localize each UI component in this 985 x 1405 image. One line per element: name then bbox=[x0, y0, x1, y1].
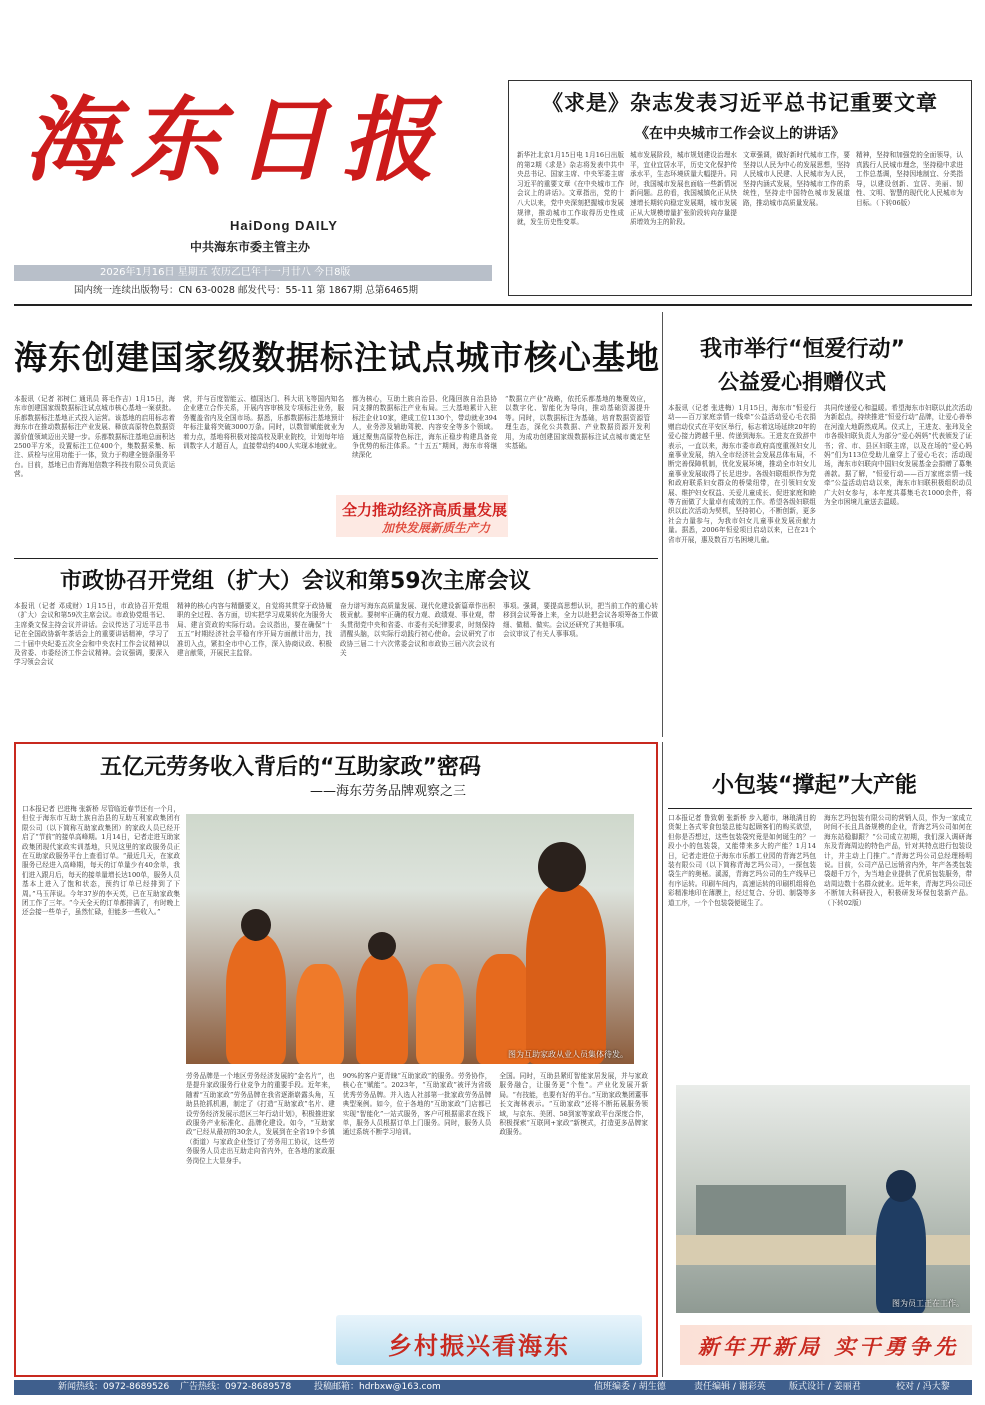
cppcc-col-3: 奋力谱写海东高质量发展、现代化建设新篇章作出积极贡献。要树牢正确的权力观、政绩观、事业观，带头贯彻党中央和省委、市委有关纪律要求，时刻保持清醒头脑，以实际行动践行初心使命。会议研究了市政协三届二十六次常委会议和市政协三届六次会议有关 bbox=[340, 602, 495, 658]
photo-figure-head bbox=[241, 909, 271, 941]
lead-col-3: 都为核心，互助土族自治县、化隆回族自治县协同支撑的数据标注产业布局。三大基地累计入驻标注企业10家，建成工位1130个，带动就业394人，业务涉及辅助驾驶、内容安全等多个领域。通过聚焦高原特色标注，海东正稳步构建具备竞争优势的标注体系。“十五五”期间，海东市将继续深化 bbox=[352, 395, 498, 460]
footer-editor: 责任编辑 / 谢彩英 bbox=[694, 1382, 766, 1392]
feature-col-4: 全国。同时，互助县紧盯智能家居发展，并与家政服务融合，让服务更“个性”。产业化发展开新局。“有技能，也要有好的平台。”互助家政集团董事长文海林表示。“互助家政”还将不断拓展服务领域，与京东、美团、58到家等家政平台深度合作，积极探索“互联网+家政”新模式，打造更多品牌家政服务。 bbox=[499, 1072, 649, 1137]
qiushi-title: 《求是》杂志发表习近平总书记重要文章 bbox=[542, 90, 938, 115]
lead-col-1: 本报讯（记者 祁树仁 通讯员 蒋毛作吉）1月15日，海东市创建国家级数据标注试点城市核心基地一案获批。乐都数据标注基地正式投入运营。该基地的启用标志着海东市在推动数据标注产业发展、释放高原特色数据资源价值领域迈出关键一步。乐都数据标注基地总面积达2500平方米，设置标注工位400个，集数据采集、标注、质检与应用功能于一体，致力于构建全链条服务平台。目前，基地已由青海旭信数字科技有限公司负责运营。 bbox=[14, 395, 176, 479]
feature-photo bbox=[186, 814, 634, 1064]
feature-headline: 五亿元劳务收入背后的“互助家政”密码 bbox=[100, 755, 481, 780]
charity-headline-line1: 我市举行“恒爱行动” bbox=[700, 337, 905, 362]
photo-figure-head bbox=[538, 842, 586, 892]
qiushi-col-1: 新华社北京1月15日电 1月16日出版的第2期《求是》杂志将发表中共中央总书记、国家主席、中央军委主席习近平的重要文章《在中央城市工作会议上的讲话》。文章指出，党的十八大以来，党中央深刻把握城市发展规律，推动城市工作取得历史性成就，发生历史性变革。 bbox=[517, 151, 624, 227]
photo-figure bbox=[356, 954, 408, 1064]
feature-col-3: 90%的客户更青睐“互助家政”的服务。劳务协作，核心在“赋能”。2023年，“互助家政”被评为省级优秀劳务品牌。并入选人社部第一批家政劳务品牌典型案例。如今，位于各地的“互助家政”门店都已实现“智能化”一站式服务，客户可根据需求在线下单，服务人员根据订单上门服务。同时，服务人员通过系统不断学习培训。 bbox=[342, 1072, 492, 1137]
feature-photo-caption: 图为互助家政从业人员集体待发。 bbox=[508, 1050, 628, 1059]
photo-figure bbox=[476, 954, 532, 1064]
lead-body bbox=[14, 395, 650, 555]
qiushi-columns bbox=[517, 151, 963, 291]
column-divider bbox=[662, 742, 663, 1377]
date-bar: 2026年1月16日 星期五 农历乙巳年十一月廿八 今日8版 bbox=[14, 265, 492, 281]
footer-news-hotline: 新闻热线：0972-8689526 bbox=[58, 1382, 170, 1392]
photo-figure-head bbox=[368, 932, 396, 960]
charity-col-2: 共同传递爱心和温暖。希望海东市妇联以此次活动为新起点，持续推进“恒爱行动”品牌，让爱心善举在河湟大地蔚然成风。仪式上，王进友、张玮及全市各级妇联负责人为部分“爱心妈妈”代表颁发了证书；省、市、县区妇联主席，以及在场的“爱心妈妈”们为113位受助儿童穿上了爱心毛衣；活动现场，海东市妇联向中国妇女发展基金会捐赠了募集善款。据了解，“恒爱行动——百万家庭亲情一线牵”公益活动启动以来，海东市妇联积极组织动员广大妇女参与，本年度共募集毛衣1000余件，将为全市困境儿童送去温暖。 bbox=[824, 404, 972, 507]
feature-col-1: 口本报记者 巴进梅 张新桥 尽管临近春节还有一个月，但位于海东市互助土族自治县的互助互利家政集团有限公司（以下简称互助家政集团）的家政人员已经开启了“节前”的接单高峰期。1月14日，记者走进互助家政集团现代家政实训基地，只见这里的家政服务员正在互助家政服务平台上查看订单。“最近几天，在家政服务已经进入高峰期，每天的订单量少有40余单，我们进入跟月后，每天的接单量增长达100单，服务人员基本上进入了饱和状态，预约订单已经排到了下周。”马玉萍说。今年37岁的李天英，已在互助家政集团工作了三年。“今天全天的订单都排满了，有时晚上还会接一些单子，虽然忙碌，但能多一些收入。” bbox=[22, 805, 180, 917]
footer-duty-editor: 值班编委 / 胡生德 bbox=[594, 1382, 666, 1392]
masthead-english: HaiDong DAILY bbox=[230, 218, 338, 233]
cppcc-col-5-text: 会议审议了有关人事事项。 bbox=[503, 630, 583, 639]
packaging-col-1: 口本报记者 鲁致朝 张新桥 步入超市，琳琅满目的货架上各式零食包装总能勾起顾客们的购买欲望，但你是否想过，这些包装袋究竟是如何诞生的？一段小小的包装袋，又能带来多大的产能？1月14日，记者走进位于海东市乐都工业园的青海艺玛包装有限公司（以下简称青海艺玛公司），一探包装袋生产的奥秘。溪源，青海艺玛公司的生产线早已有序运转。印刷车间内，高速运转的印刷机组将色彩精准地印在薄膜上，经过复合、分切、制袋等多道工序，一个个包装袋便诞生了。 bbox=[668, 814, 816, 907]
photo-figure bbox=[296, 964, 344, 1064]
lead-headline: 海东创建国家级数据标注试点城市核心基地 bbox=[14, 338, 660, 377]
feature-subheadline: ——海东劳务品牌观察之三 bbox=[310, 784, 467, 799]
column-divider bbox=[662, 312, 663, 737]
cppcc-col-4-text: 事项。强调，要提高思想认识，把当前工作的重心转移到会议筹备上来，全力以赴把会议各项筹备工作做细、做精、做实。会议还研究了其他事项。 bbox=[503, 602, 658, 629]
lead-col-2: 营，并与百度智能云、德国达门、科大讯飞等国内知名企业建立合作关系，开展内容审核及专项标注业务，服务覆盖省内及全国市场。据悉，乐都数据标注基地预计年标注量将突破3000万条。同时，以数智赋能就业为着力点，基地将积极对接高校及职业院校，计划每年培训数字人才超百人，直接带动约400人实现本地就业。 bbox=[183, 395, 345, 451]
photo-figure bbox=[416, 964, 464, 1064]
cppcc-headline: 市政协召开党组（扩大）会议和第59次主席会议 bbox=[60, 569, 531, 594]
cppcc-col-1: 本报讯（记者 邓成财）1月15日，市政协召开党组（扩大）会议和第59次主席会议。市政协党组书记、主席桑文保主持会议并讲话。会议传达了习近平总书记在全国政协新年茶话会上的重要讲话精神，学习了二十届中央纪委五次全会和中央农村工作会议精神以及省委、市委经济工作会议精神。会议强调，要深入学习领会会议 bbox=[14, 602, 169, 667]
qiushi-col-4: 精神，坚持和加强党的全面领导，认真践行人民城市理念，坚持稳中求进工作总基调，坚持因地制宜、分类指导，以建设创新、宜居、美丽、韧性、文明、智慧的现代化人民城市为目标。（下转06版） bbox=[856, 151, 963, 207]
footer-designer: 版式设计 / 姜丽君 bbox=[789, 1382, 861, 1392]
feature-body bbox=[186, 1072, 648, 1312]
photo-worker bbox=[876, 1195, 926, 1313]
new-year-banner bbox=[680, 1325, 972, 1365]
packaging-headline: 小包装“撑起”大产能 bbox=[712, 773, 917, 798]
packaging-photo-caption: 图为员工正在工作。 bbox=[892, 1299, 964, 1308]
footer-ad-hotline: 广告热线：0972-8689578 bbox=[180, 1382, 292, 1392]
footer-email: 投稿邮箱：hdrbxw@163.com bbox=[314, 1382, 441, 1392]
charity-headline-line2: 公益爱心捐赠仪式 bbox=[718, 370, 886, 394]
economy-banner-main: 全力推动经济高质量发展 bbox=[342, 501, 508, 519]
footer-proofreader: 校对 / 冯大黎 bbox=[896, 1382, 950, 1392]
divider bbox=[14, 304, 972, 306]
qiushi-col-3: 文章强调，做好新时代城市工作，要坚持以人民为中心的发展思想，坚持人民城市人民建、人民城市为人民，坚持内涵式发展，坚持城市工作的系统性，坚持走中国特色城市发展道路，推动城市高质量发展。 bbox=[743, 151, 850, 207]
cppcc-col-2: 精神的核心内容与精髓要义，自觉将其贯穿于政协履职的全过程、各方面，切实把学习成果转化为服务大局、建言资政的实际行动。会议指出，要在确保“十五五”时期经济社会平稳有序开局方面献计出力，找准切入点，紧扣全市中心工作，深入协商议政、积极建言献策，开展民主监督。 bbox=[177, 602, 332, 658]
rural-revitalization-banner bbox=[336, 1315, 642, 1365]
economy-banner-sub: 加快发展新质生产力 bbox=[382, 521, 491, 535]
photo-figure bbox=[526, 884, 606, 1064]
qiushi-subtitle: 《在中央城市工作会议上的讲话》 bbox=[635, 126, 845, 142]
new-year-banner-text: 新年开新局 实干勇争先 bbox=[698, 1334, 960, 1359]
photo-worker-head bbox=[886, 1170, 916, 1202]
charity-body bbox=[668, 404, 972, 737]
divider bbox=[668, 808, 972, 809]
publication-info: 国内统一连续出版物号：CN 63-0028 邮发代号：55-11 第 1867期 总第6465期 bbox=[74, 285, 418, 296]
packaging-photo bbox=[676, 1085, 970, 1313]
divider bbox=[14, 558, 658, 559]
qiushi-col-2: 城市发展阶段，城市规划建设治理水平，宜业宜居水平，历史文化保护传承水平，生态环境质量大幅提升。同时，我国城市发展也面临一些新情况新问题。总的看，我国城镇化正从快速增长期转向稳定发展期，城市发展正从大规模增量扩张阶段转向存量提质增效为主的阶段。 bbox=[630, 151, 737, 227]
photo-figure bbox=[226, 934, 286, 1064]
photo-machine bbox=[696, 1185, 846, 1235]
qiushi-article-box bbox=[508, 80, 972, 296]
feature-col-2: 劳务品牌是一个地区劳务经济发展的“金名片”，也是提升家政服务行业竞争力的重要手段。近年来，随着“互助家政”劳务品牌在我省逐渐崭露头角，互助县抢抓机遇，制定了《打造“互助家政”名片、建设劳务经济发展示范区三年行动计划》，积极推进家政服务产业标准化、品牌化建设。如今，“互助家政”已经从最初的30余人，发展到在全省19个乡镇（街道）与家政企业签订了劳务用工协议，这些劳务服务人员走出互助走向省内外，在各地的家政服务岗位上大显身手。 bbox=[186, 1072, 335, 1165]
masthead-sponsor: 中共海东市委主管主办 bbox=[190, 240, 311, 254]
cppcc-col-4 bbox=[503, 602, 658, 737]
charity-col-1: 本报讯（记者 张进梅）1月15日，海东市“恒爱行动——百万家庭亲情一线牵”公益活动爱心毛衣捐赠启动仪式在平安区举行，标志着这场延续20年的爱心接力跨越千里、传递到海东。王进友在致辞中表示，一直以来，海东市委市政府高度重视妇女儿童事业发展，纳入全市经济社会发展总体布局，不断完善保障机制，优化发展环境，推动全市妇女儿童事业发展取得了长足进步。各级妇联组织作为党和政府联系妇女群众的桥梁纽带，在引领妇女发展、维护妇女权益、关爱儿童成长、促进家庭和睦等方面做了大量卓有成效的工作。希望各级妇联组织以此次活动为契机，坚持初心，不断创新，更多社会力量参与，为我市妇女儿童事业发展贡献力量。据悉，2006年恒爱项目启动以来，已在21个省市开展，惠及数百万名困境儿童。 bbox=[668, 404, 816, 544]
packaging-body bbox=[668, 814, 972, 1074]
packaging-col-2: 海东艺玛包装有限公司的营销人员，作为一家成立时间不长且具备规模的企业，青海艺玛公司如何在海东站稳脚跟？“公司成立初期，我们深入调研海东及青海周边的特色产品，针对其特点进行包装设计，并主动上门推广。”青海艺玛公司总经理杨明说。目前，公司产品已远销省内外，年产各类包装袋超千万个，为当地企业提供了优质包装服务，带动周边数十名群众就业。近年来，青海艺玛公司还不断加大科研投入，积极研发环保包装新产品。（下转02版） bbox=[824, 814, 972, 907]
rural-banner-text: 乡村振兴看海东 bbox=[388, 1332, 570, 1360]
economy-banner bbox=[336, 495, 508, 537]
lead-col-4: “数据立产业”战略，依托乐都基地的集聚效应，以数字化、智能化为导向，推动基础资源提升等。同时，以数据标注为基础，培育数据资源管理生态，深化公共数据、产业数据资源开发利用，为成功创建国家级数据标注试点城市奠定坚实基础。 bbox=[505, 395, 650, 451]
footer-bar bbox=[14, 1380, 972, 1395]
cppcc-body bbox=[14, 602, 658, 737]
masthead-logo: 海东日报 bbox=[24, 86, 449, 194]
